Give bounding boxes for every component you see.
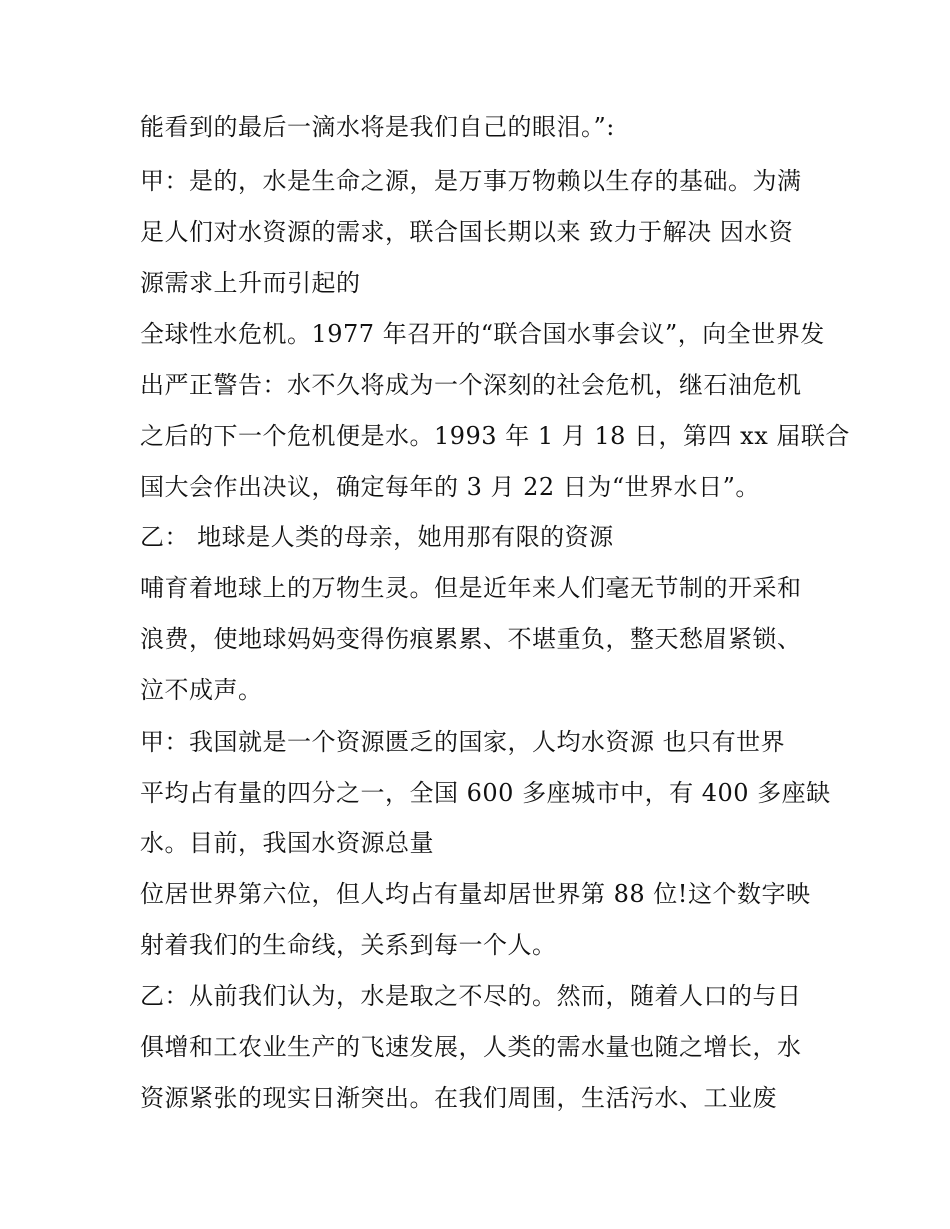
text-line: 乙：从前我们认为，水是取之不尽的。然而，随着人口的与日 xyxy=(140,982,802,1010)
text-line: 能看到的最后一滴水将是我们自己的眼泪。”: xyxy=(140,113,615,141)
text-line: 甲：是的，水是生命之源，是万事万物赖以生存的基础。为满 xyxy=(140,167,802,195)
text-line: 乙： 地球是人类的母亲，她用那有限的资源 xyxy=(140,523,614,551)
text-line: 泣不成声。 xyxy=(140,676,263,704)
text-line: 哺育着地球上的万物生灵。但是近年来人们毫无节制的开采和 xyxy=(140,574,802,602)
text-line: 平均占有量的四分之一，全国 600 多座城市中，有 400 多座缺 xyxy=(140,779,831,807)
text-line: 水。目前，我国水资源总量 xyxy=(140,829,434,857)
text-line: 位居世界第六位，但人均占有量却居世界第 88 位!这个数字映 xyxy=(140,880,811,908)
text-line: 足人们对水资源的需求，联合国长期以来 致力于解决 因水资 xyxy=(140,218,794,246)
text-line: 射着我们的生命线，关系到每一个人。 xyxy=(140,931,557,959)
text-line: 浪费，使地球妈妈变得伤痕累累、不堪重负，整天愁眉紧锁、 xyxy=(140,625,802,653)
text-line: 甲：我国就是一个资源匮乏的国家，人均水资源 也只有世界 xyxy=(140,728,786,756)
text-line: 国大会作出决议，确定每年的 3 月 22 日为“世界水日”。 xyxy=(140,473,760,501)
text-line: 资源紧张的现实日渐突出。在我们周围，生活污水、工业废 xyxy=(140,1084,777,1112)
text-line: 全球性水危机。1977 年召开的“联合国水事会议”，向全世界发 xyxy=(140,320,825,348)
text-line: 源需求上升而引起的 xyxy=(140,269,361,297)
text-line: 俱增和工农业生产的飞速发展，人类的需水量也随之增长，水 xyxy=(140,1033,802,1061)
text-line: 出严正警告：水不久将成为一个深刻的社会危机，继石油危机 xyxy=(140,371,802,399)
text-line: 之后的下一个危机便是水。1993 年 1 月 18 日，第四 xx 届联合 xyxy=(140,422,850,450)
